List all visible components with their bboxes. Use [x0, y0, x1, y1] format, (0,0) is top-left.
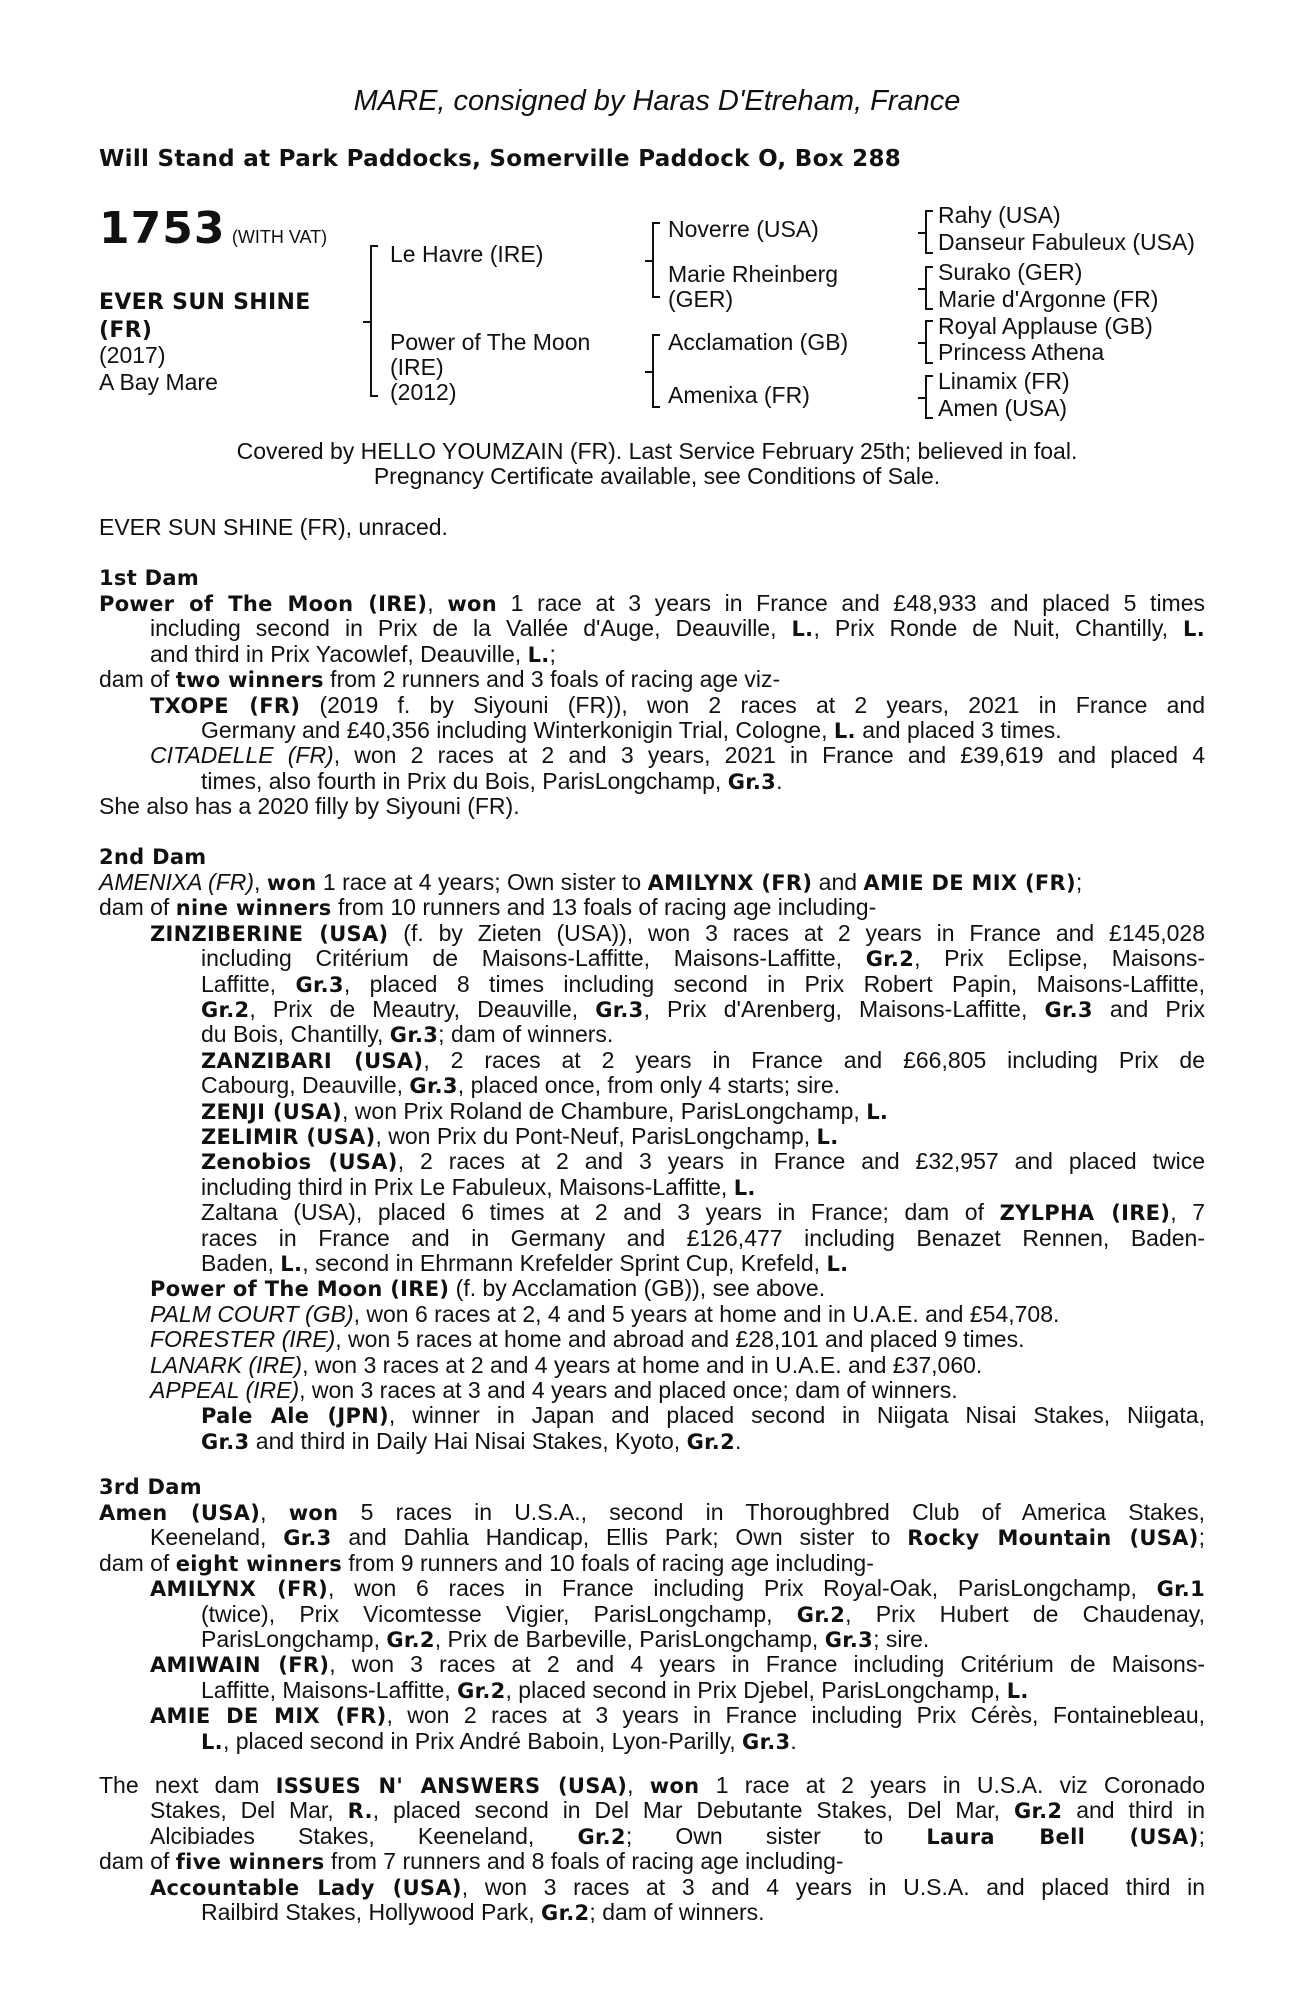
- text-run: Baden,: [201, 1250, 281, 1276]
- text-run: Gr.3: [389, 1023, 439, 1048]
- text-run: ZYLPHA (IRE): [999, 1201, 1171, 1226]
- dam3-line: [201, 1729, 1205, 1756]
- pedigree-dam-dam: Amenixa (FR): [668, 382, 810, 408]
- text-run: Rocky Mountain (USA): [907, 1526, 1199, 1551]
- text-run: Gr.2: [1013, 1799, 1063, 1824]
- text-run: Stakes, Del Mar,: [150, 1797, 348, 1824]
- text-run: including second in Prix de la Vallée d'Auge, Deauville,: [150, 615, 792, 642]
- covered-line-2: Pregnancy Certificate available, see Conditions of Sale.: [373, 463, 941, 489]
- pedigree-dam-sire: Acclamation (GB): [668, 329, 849, 355]
- text-run: L.: [866, 1099, 889, 1124]
- text-run: .: [734, 1427, 742, 1454]
- dam2-line: [201, 972, 1205, 999]
- text-run: ,: [260, 1499, 289, 1525]
- text-run: Gr.3: [595, 998, 644, 1022]
- dam2-line: [150, 1327, 1205, 1353]
- pedigree-brace-3a: [925, 210, 933, 254]
- text-run: Gr.2: [577, 1824, 626, 1849]
- dam1-line: [150, 693, 1205, 720]
- text-run: from 2 runners and 3 foals of racing age viz-: [323, 666, 781, 693]
- text-run: R.: [347, 1799, 373, 1824]
- text-run: Gr.2: [796, 1602, 846, 1627]
- pedigree-brace-gen1: [370, 245, 378, 397]
- text-run: , Prix de Barbeville, ParisLongchamp,: [434, 1626, 825, 1652]
- text-run: , won Prix Roland de Chambure, ParisLongchamp,: [342, 1097, 867, 1124]
- text-run: L.: [791, 617, 814, 642]
- text-run: dam of: [99, 894, 176, 921]
- text-run: , won 3 races at 3 and 4 years in U.S.A. and placed third in: [461, 1873, 1205, 1900]
- dam1-line: [150, 642, 1205, 669]
- nextdam-line: [201, 1900, 1205, 1927]
- nextdam-line: [150, 1824, 1205, 1851]
- dam2-line: [201, 1073, 1205, 1100]
- text-run: L.: [833, 719, 856, 743]
- text-run: ,: [254, 869, 267, 895]
- dam2-line: [201, 1149, 1205, 1176]
- dam2-line: [99, 895, 1205, 922]
- text-run: Gr.2: [686, 1429, 735, 1454]
- pedigree-ddd: Amen (USA): [938, 395, 1068, 421]
- covered-line-1: Covered by HELLO YOUMZAIN (FR). Last Service February 25th; believed in foal.: [236, 438, 1078, 464]
- dam2-line: [150, 1302, 1205, 1328]
- text-run: ;: [1198, 1524, 1205, 1551]
- text-run: , Prix Ronde de Nuit, Chantilly,: [813, 615, 1184, 642]
- text-run: LANARK (IRE): [150, 1351, 303, 1378]
- text-run: , placed second in Prix Djebel, ParisLongchamp,: [505, 1676, 1007, 1703]
- text-run: Gr.2: [865, 947, 915, 972]
- pedigree-sdd: Marie d'Argonne (FR): [938, 286, 1159, 312]
- text-run: dam of: [99, 1848, 176, 1875]
- text-run: ParisLongchamp,: [201, 1626, 387, 1652]
- text-run: AMILYNX (FR): [150, 1577, 328, 1602]
- dam2-line: [201, 1200, 1205, 1227]
- heading-2nd-dam: 2nd Dam: [99, 845, 207, 869]
- text-run: Gr.3: [727, 769, 777, 794]
- text-run: two winners: [175, 668, 324, 693]
- text-run: times, also fourth in Prix du Bois, ParisLongchamp,: [201, 767, 728, 794]
- pedigree-sss: Rahy (USA): [938, 202, 1061, 228]
- text-run: Keeneland,: [150, 1524, 284, 1551]
- text-run: 1 race at 3 years in France and £48,933 and placed 5 times: [497, 590, 1205, 616]
- pedigree-dam-country: (IRE): [390, 354, 444, 380]
- pedigree-dam: Power of The Moon: [390, 329, 591, 355]
- text-run: Cabourg, Deauville,: [201, 1072, 410, 1099]
- text-run: ; dam of winners.: [438, 1021, 614, 1048]
- text-run: ISSUES N' ANSWERS (USA): [275, 1774, 628, 1798]
- nextdam-line: [150, 1875, 1205, 1902]
- text-run: , Prix d'Arenberg, Maisons-Laffitte,: [643, 996, 1045, 1022]
- text-run: Power of The Moon (IRE): [150, 1277, 450, 1302]
- text-run: L.: [826, 1252, 849, 1276]
- text-run: (f. by Zieten (USA)), won 3 races at 2 years in France and £145,028: [388, 919, 1205, 946]
- text-run: ,: [627, 1772, 650, 1798]
- text-run: , won 2 races at 3 years in France including Prix Cérès, Fontainebleau,: [386, 1702, 1205, 1729]
- text-run: Gr.2: [386, 1628, 435, 1652]
- pedigree-dam-year: (2012): [390, 379, 457, 405]
- dam2-line: [201, 1429, 1205, 1456]
- text-run: Alcibiades Stakes, Keeneland,: [150, 1822, 578, 1849]
- text-run: ; dam of winners.: [589, 1899, 765, 1925]
- text-run: , placed second in Del Mar Debutante Stakes, Del Mar,: [372, 1797, 1014, 1824]
- text-run: ,: [427, 590, 448, 616]
- text-run: nine winners: [175, 896, 332, 921]
- page-title: MARE, consigned by Haras D'Etreham, France: [353, 85, 961, 117]
- pedigree-sds: Surako (GER): [938, 259, 1083, 285]
- text-run: AMIE DE MIX (FR): [150, 1704, 387, 1729]
- dam2-line: [201, 997, 1205, 1024]
- text-run: 1 race at 2 years in U.S.A. viz Coronado: [699, 1772, 1205, 1798]
- text-run: races in France and in Germany and £126,477 including Benazet Rennen, Baden-: [201, 1224, 1205, 1251]
- text-run: , 2 races at 2 and 3 years in France and £32,957 and placed twice: [397, 1148, 1206, 1175]
- dam2-line: [201, 1251, 1205, 1278]
- text-run: , Prix Hubert de Chaudenay,: [845, 1600, 1205, 1627]
- text-run: including third in Prix Le Fabuleux, Maisons-Laffitte,: [201, 1173, 734, 1200]
- dam2-line: [201, 1048, 1205, 1075]
- text-run: ;: [549, 640, 556, 667]
- text-run: AMIE DE MIX (FR): [863, 871, 1076, 895]
- text-run: ;: [1198, 1822, 1205, 1849]
- pedigree-ssd: Danseur Fabuleux (USA): [938, 229, 1195, 255]
- pedigree-sire: Le Havre (IRE): [390, 241, 544, 267]
- text-run: , won 6 races in France including Prix Royal-Oak, ParisLongchamp,: [328, 1575, 1157, 1602]
- pedigree-brace-sire: [652, 222, 660, 298]
- heading-3rd-dam: 3rd Dam: [99, 1475, 202, 1499]
- text-run: Gr.3: [201, 1429, 250, 1454]
- text-run: Gr.3: [283, 1526, 332, 1551]
- horse-name-country: (FR): [99, 318, 153, 343]
- text-run: CITADELLE (FR): [150, 742, 334, 769]
- pedigree-dds: Linamix (FR): [938, 368, 1070, 394]
- text-run: Gr.3: [295, 972, 344, 997]
- text-run: ZELIMIR (USA): [201, 1125, 376, 1149]
- nextdam-line: [99, 1849, 1205, 1876]
- text-run: won: [649, 1774, 700, 1798]
- text-run: five winners: [175, 1850, 325, 1875]
- lot-number-block: [99, 205, 327, 253]
- text-run: ;: [1075, 869, 1083, 895]
- text-run: L.: [733, 1175, 756, 1200]
- text-run: Railbird Stakes, Hollywood Park,: [201, 1899, 542, 1925]
- text-run: Gr.2: [457, 1678, 506, 1703]
- text-run: APPEAL (IRE): [150, 1377, 300, 1403]
- dam3-line: [201, 1602, 1205, 1629]
- text-run: , 7: [1170, 1199, 1205, 1226]
- text-run: , winner in Japan and placed second in Niigata Nisai Stakes, Niigata,: [388, 1402, 1205, 1429]
- unraced-note: EVER SUN SHINE (FR), unraced.: [99, 514, 448, 540]
- text-run: TXOPE (FR): [150, 693, 301, 718]
- dam1-line: [201, 769, 1205, 796]
- dam3-line: [201, 1627, 1205, 1654]
- text-run: ; sire.: [873, 1626, 930, 1652]
- text-run: L.: [816, 1125, 839, 1149]
- text-run: from 7 runners and 8 foals of racing age including-: [324, 1848, 844, 1875]
- dam2-line: [201, 1403, 1205, 1430]
- text-run: AMENIXA (FR): [99, 869, 255, 895]
- text-run: Gr.3: [409, 1074, 458, 1099]
- stand-location: Will Stand at Park Paddocks, Somerville Paddock O, Box 288: [99, 146, 902, 172]
- dam2-line: [150, 1276, 1205, 1303]
- text-run: L.: [280, 1252, 303, 1276]
- text-run: PALM COURT (GB): [150, 1300, 354, 1327]
- text-run: Accountable Lady (USA): [150, 1875, 462, 1900]
- text-run: , won 5 races at home and abroad and £28,101 and placed 9 times.: [335, 1326, 1025, 1353]
- dam3-line: [99, 1551, 1205, 1578]
- text-run: , Prix Eclipse, Maisons-: [914, 945, 1205, 972]
- text-run: Gr.3: [742, 1729, 791, 1754]
- dam2-line: [99, 870, 1205, 897]
- dam2-line: [201, 1099, 1205, 1126]
- text-run: , 2 races at 2 years in France and £66,805 including Prix de: [423, 1046, 1205, 1073]
- text-run: L.: [201, 1729, 223, 1754]
- text-run: dam of: [99, 666, 176, 693]
- text-run: Gr.2: [201, 998, 250, 1022]
- text-run: FORESTER (IRE): [150, 1326, 336, 1353]
- text-run: , placed 8 times including second in Prix Robert Papin, Maisons-Laffitte,: [343, 970, 1205, 997]
- text-run: .: [776, 767, 783, 794]
- text-run: and third in: [1062, 1797, 1205, 1824]
- text-run: L.: [527, 642, 550, 667]
- text-run: and Dahlia Handicap, Ellis Park; Own sister to: [331, 1524, 908, 1551]
- dam1-line: [99, 667, 1205, 694]
- dam2-line: [150, 1378, 1205, 1404]
- text-run: , won Prix du Pont-Neuf, ParisLongchamp,: [375, 1123, 817, 1149]
- text-run: L.: [1183, 617, 1205, 642]
- text-run: , won 3 races at 2 and 4 years in France including Critérium de Maisons-: [329, 1651, 1205, 1678]
- dam3-line: [99, 1500, 1205, 1527]
- text-run: Germany and £40,356 including Winterkonigin Trial, Cologne,: [201, 717, 834, 743]
- lot-number: 1753: [99, 203, 226, 254]
- text-run: du Bois, Chantilly,: [201, 1021, 390, 1048]
- dam2-line: [201, 1124, 1205, 1151]
- text-run: and: [812, 869, 864, 895]
- pedigree-sire-sire: Noverre (USA): [668, 216, 819, 242]
- text-run: .: [790, 1727, 797, 1754]
- dam2-line: [201, 1022, 1205, 1049]
- text-run: L.: [1006, 1678, 1029, 1703]
- text-run: 1 race at 4 years; Own sister to: [316, 869, 648, 895]
- horse-description: A Bay Mare: [99, 369, 218, 395]
- text-run: , won 3 races at 3 and 4 years and placed once; dam of winners.: [299, 1377, 958, 1403]
- pedigree-brace-3d: [925, 375, 933, 419]
- nextdam-line: [150, 1798, 1205, 1825]
- text-run: , placed once, from only 4 starts; sire.: [457, 1072, 841, 1099]
- text-run: won: [266, 871, 317, 895]
- dam1-line: [99, 591, 1205, 618]
- text-run: and placed 3 times.: [855, 717, 1062, 743]
- text-run: (f. by Acclamation (GB)), see above.: [449, 1275, 826, 1302]
- text-run: Zenobios (USA): [201, 1150, 398, 1175]
- dam1-line: [150, 616, 1205, 643]
- text-run: , placed second in Prix André Baboin, Lyon-Parilly,: [222, 1727, 743, 1754]
- text-run: Gr.2: [541, 1901, 590, 1925]
- horse-name: EVER SUN SHINE: [99, 290, 311, 315]
- text-run: ZINZIBERINE (USA): [150, 921, 389, 946]
- text-run: Laura Bell (USA): [926, 1824, 1199, 1849]
- text-run: Zaltana (USA), placed 6 times at 2 and 3 years in France; dam of: [201, 1199, 1000, 1226]
- pedigree-brace-3c: [925, 320, 933, 364]
- dam2-line: [201, 1226, 1205, 1252]
- text-run: (twice), Prix Vicomtesse Vigier, ParisLongchamp,: [201, 1600, 797, 1627]
- text-run: AMILYNX (FR): [647, 871, 813, 895]
- text-run: and Prix: [1092, 996, 1206, 1022]
- text-run: won: [288, 1501, 339, 1525]
- text-run: She also has a 2020 filly by Siyouni (FR).: [99, 793, 520, 820]
- text-run: , won 6 races at 2, 4 and 5 years at home and in U.A.E. and £54,708.: [353, 1300, 1060, 1327]
- pedigree-dss: Royal Applause (GB): [938, 313, 1153, 339]
- dam3-line: [150, 1576, 1205, 1603]
- text-run: won: [447, 592, 498, 616]
- dam3-line: [150, 1525, 1205, 1552]
- text-run: including Critérium de Maisons-Laffitte, Maisons-Laffitte,: [201, 945, 866, 972]
- vat-note: (WITH VAT): [231, 227, 328, 247]
- dam2-line: [150, 1353, 1205, 1379]
- dam3-line: [150, 1652, 1205, 1679]
- text-run: (2019 f. by Siyouni (FR)), won 2 races at 2 years, 2021 in France and: [300, 691, 1205, 718]
- text-run: Laffitte, Maisons-Laffitte,: [201, 1676, 458, 1703]
- text-run: eight winners: [175, 1551, 342, 1576]
- text-run: from 9 runners and 10 foals of racing age including-: [342, 1549, 874, 1576]
- text-run: from 10 runners and 13 foals of racing age including-: [331, 894, 877, 921]
- text-run: , won 3 races at 2 and 4 years at home and in U.A.E. and £37,060.: [302, 1351, 983, 1378]
- horse-year: (2017): [99, 342, 166, 368]
- text-run: ZANZIBARI (USA): [201, 1048, 424, 1073]
- text-run: AMIWAIN (FR): [150, 1653, 330, 1678]
- dam2-line: [150, 921, 1205, 948]
- text-run: ZENJI (USA): [201, 1099, 343, 1124]
- text-run: Gr.3: [1044, 998, 1093, 1022]
- pedigree-sire-dam-country: (GER): [668, 286, 734, 312]
- dam3-line: [150, 1703, 1205, 1730]
- text-run: ; Own sister to: [625, 1822, 927, 1849]
- dam1-line: [150, 743, 1205, 769]
- text-run: , won 2 races at 2 and 3 years, 2021 in France and £39,619 and placed 4: [333, 742, 1205, 769]
- pedigree-dsd: Princess Athena: [938, 339, 1105, 365]
- text-run: 5 races in U.S.A., second in Thoroughbred Club of America Stakes,: [338, 1499, 1205, 1525]
- text-run: and third in Prix Yacowlef, Deauville,: [150, 640, 528, 667]
- pedigree-brace-dam: [652, 334, 660, 408]
- text-run: , second in Ehrmann Krefelder Sprint Cup, Krefeld,: [302, 1250, 827, 1276]
- dam2-line: [201, 946, 1205, 973]
- text-run: Gr.1: [1156, 1577, 1205, 1602]
- nextdam-line: [99, 1773, 1205, 1800]
- dam3-line: [201, 1678, 1205, 1705]
- text-run: Power of The Moon (IRE): [99, 592, 428, 616]
- text-run: The next dam: [99, 1772, 276, 1798]
- pedigree-sire-dam: Marie Rheinberg: [668, 261, 839, 287]
- text-run: Gr.3: [824, 1628, 874, 1652]
- pedigree-brace-3b: [925, 266, 933, 310]
- text-run: , Prix de Meautry, Deauville,: [249, 996, 596, 1022]
- text-run: Laffitte,: [201, 970, 296, 997]
- dam2-line: [201, 1175, 1205, 1202]
- dam1-line: [99, 794, 1205, 820]
- text-run: Amen (USA): [99, 1501, 261, 1525]
- text-run: dam of: [99, 1549, 176, 1576]
- text-run: and third in Daily Hai Nisai Stakes, Kyoto,: [249, 1427, 687, 1454]
- text-run: Pale Ale (JPN): [201, 1404, 389, 1429]
- dam1-line: [201, 718, 1205, 745]
- heading-1st-dam: 1st Dam: [99, 566, 200, 590]
